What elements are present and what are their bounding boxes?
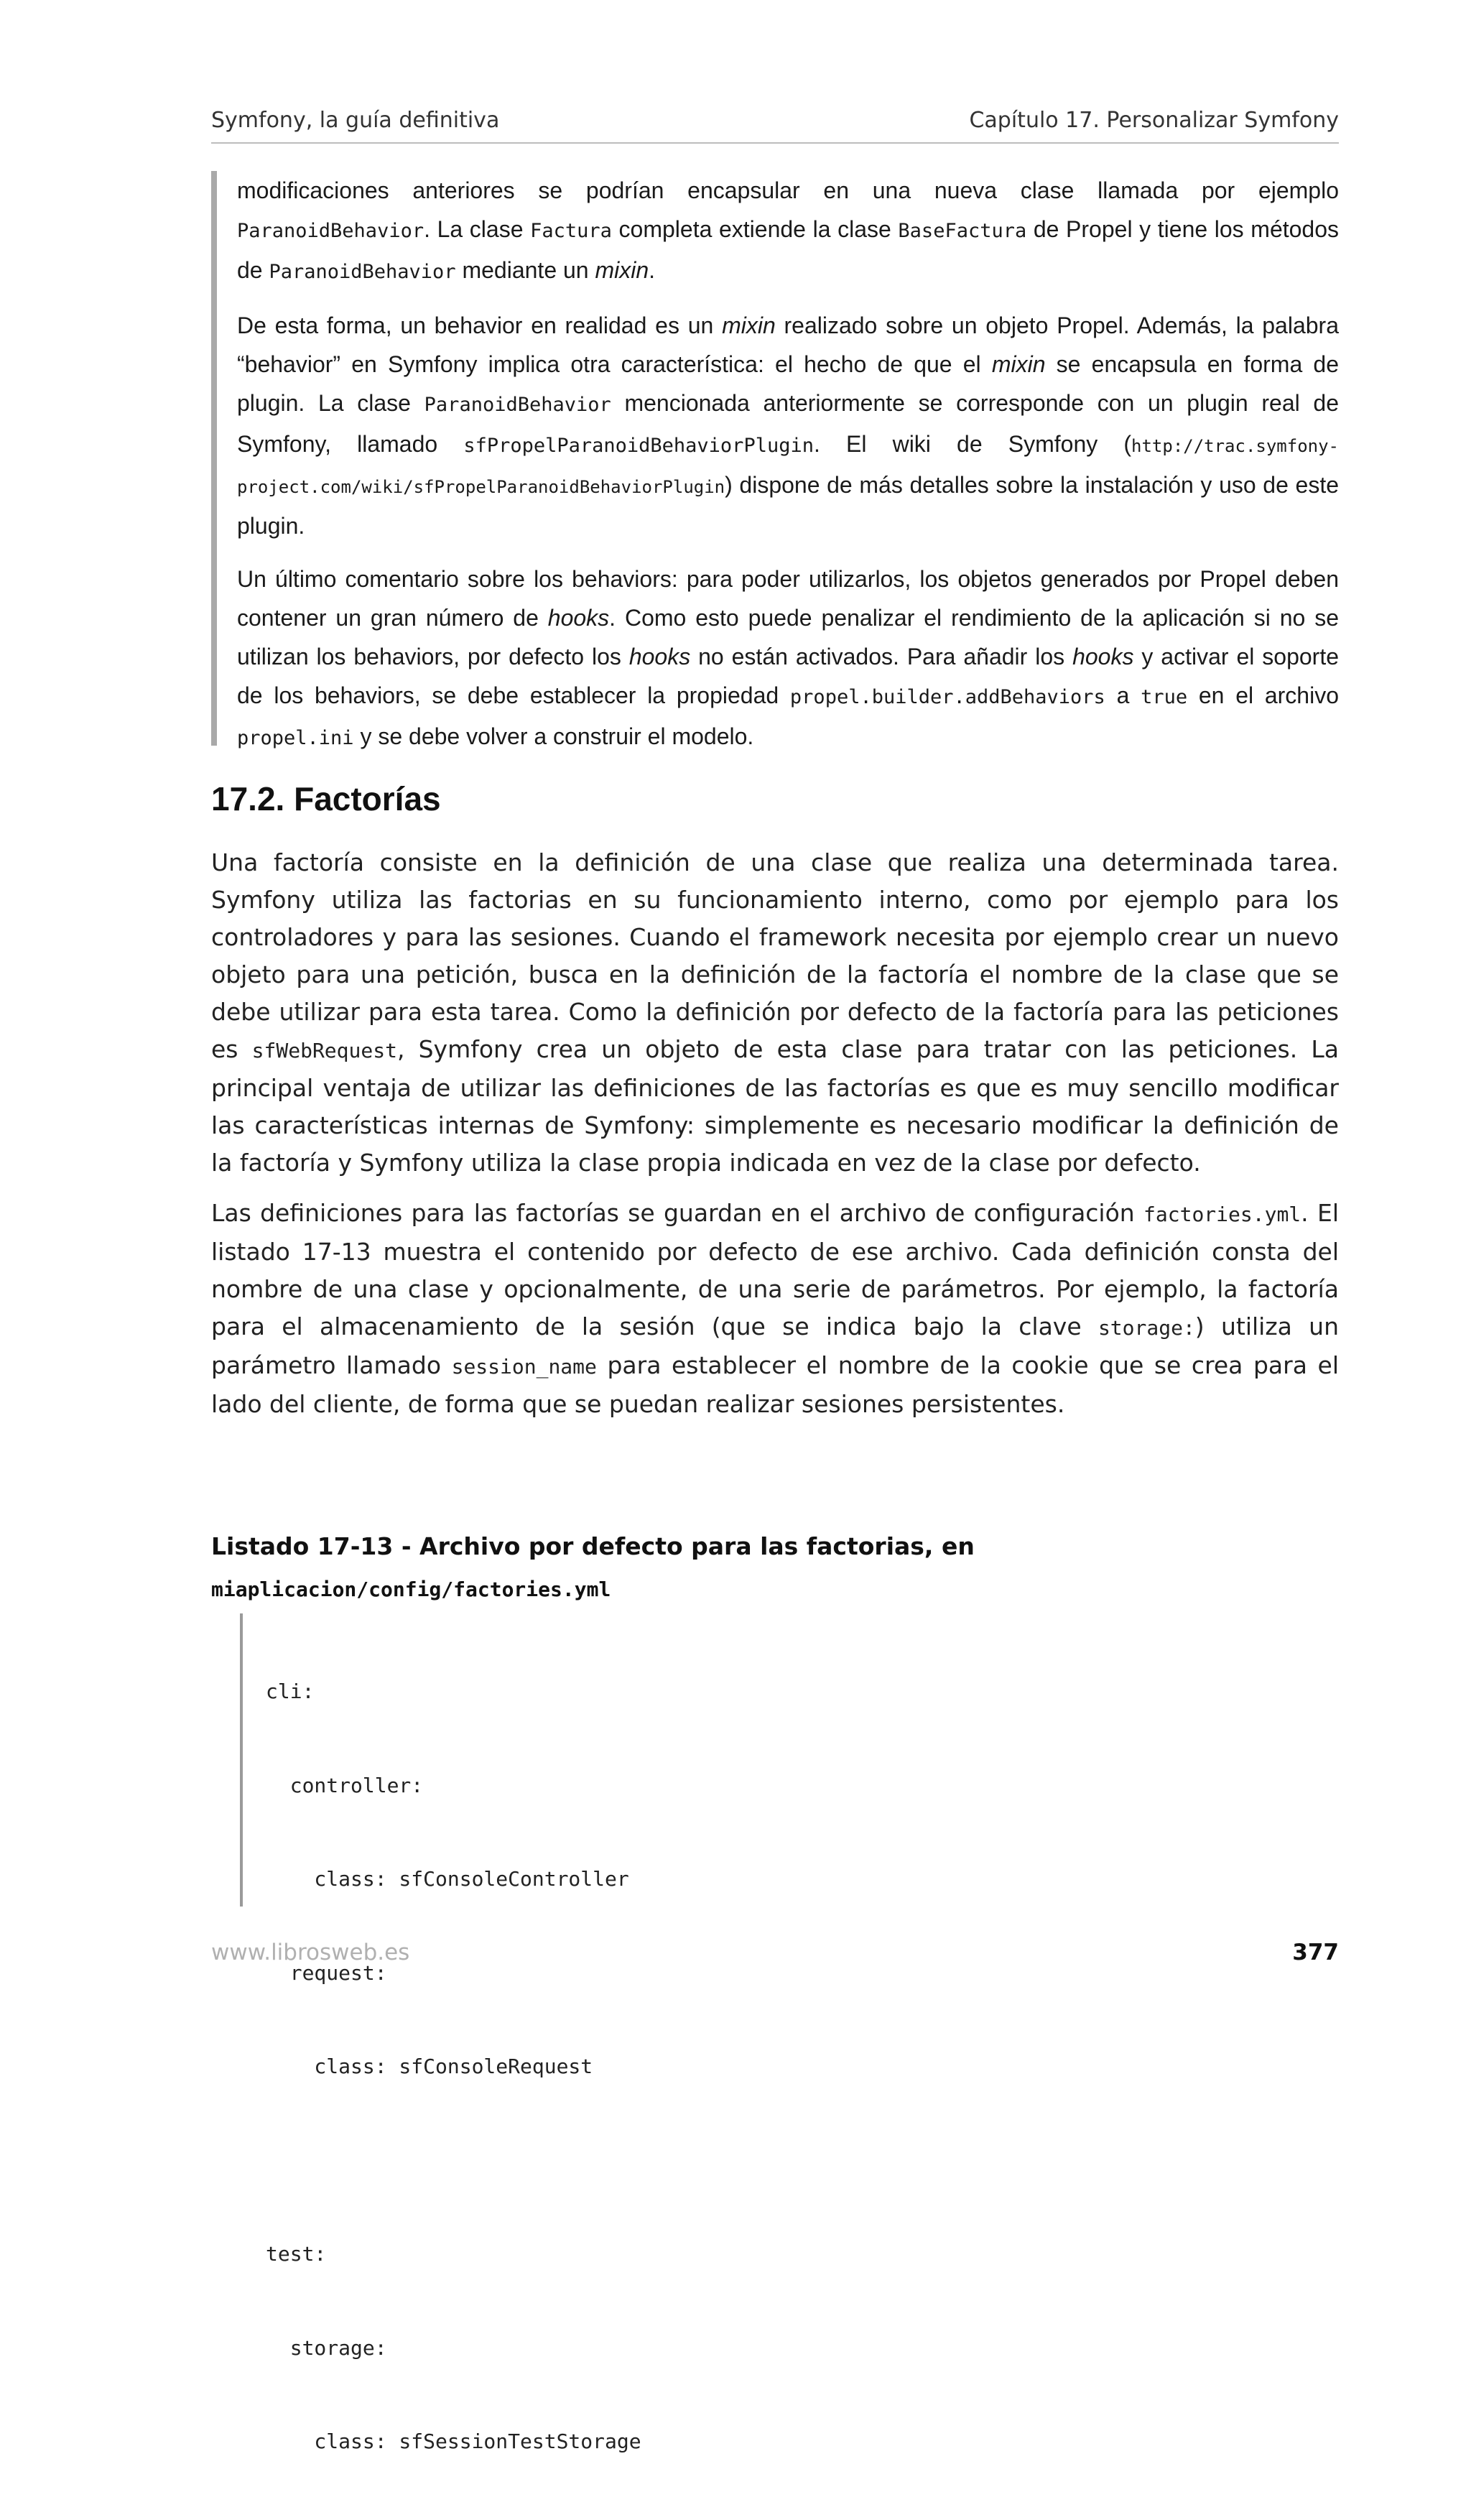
text-run: Las definiciones para las factorías se guardan en el archivo de configuración	[211, 1199, 1144, 1227]
note-left-bar	[211, 171, 217, 746]
text-run: se encapsula en forma de plugin. La clase	[237, 351, 1340, 416]
text-run: realizado sobre un objeto Propel. Además, la palabra “behavior” en Symfony implica otra característica: el hecho de que el	[237, 312, 1340, 377]
wiki-url: http://trac.symfony-project.com/wiki/sfPropelParanoidBehaviorPlugin	[237, 436, 1339, 497]
code-line: cli:	[266, 1680, 315, 1703]
code-left-bar	[240, 1613, 243, 1907]
header-divider	[211, 142, 1339, 144]
code-line	[266, 2145, 641, 2177]
text-run: Un último comentario sobre los behaviors: para poder utilizarlos, los objetos generados por Propel deben contener un gran número de	[237, 566, 1339, 631]
text-run: y se debe volver a construir el modelo.	[353, 723, 754, 749]
text-run: mencionada anteriormente se corresponde con un plugin real de Symfony, llamado	[237, 390, 1340, 457]
emphasis: mixin	[595, 257, 649, 283]
section-body	[211, 844, 1339, 1436]
text-run: . La clase	[424, 216, 531, 242]
text-run: y activar el soporte de los behaviors, se debe establecer la propiedad	[237, 644, 1340, 708]
code-line: controller:	[266, 1773, 424, 1797]
code-line: storage:	[266, 2335, 387, 2360]
text-run: , Symfony crea un objeto de esta clase para tratar con las peticiones. La principal ventaja de utilizar las definiciones de las factorías es que es muy sencillo modificar las características internas de Symfony: simplemente es necesario modificar la definición de la factoría y Symfony utiliza la clase propia indicada en vez de la clase por defecto.	[211, 1035, 1339, 1177]
text-run: ) dispone de más detalles sobre la instalación y uso de este plugin.	[237, 472, 1339, 539]
book-title: Symfony, la guía definitiva	[211, 108, 500, 133]
caption-text: Listado 17-13 - Archivo por defecto para las factorias, en	[211, 1532, 975, 1560]
note-box	[211, 171, 1339, 753]
listing-caption	[211, 1526, 1339, 1611]
emphasis: hooks	[1072, 644, 1134, 670]
text-run: . El wiki de Symfony (	[813, 431, 1132, 457]
code-line: request:	[266, 1960, 387, 1985]
inline-code: storage:	[1098, 1316, 1195, 1340]
code-line: class: sfConsoleController	[266, 1867, 629, 1891]
page-number: 377	[1292, 1940, 1339, 1965]
note-paragraph-3	[237, 560, 1339, 758]
text-run: completa extiende la clase	[611, 216, 899, 242]
text-run: no están activados. Para añadir los	[690, 644, 1073, 670]
inline-code: session_name	[451, 1355, 597, 1379]
code-lines	[266, 1613, 641, 2520]
code-line: class: sfSessionTestStorage	[266, 2429, 641, 2453]
body-paragraph-1	[211, 844, 1339, 1182]
emphasis: mixin	[991, 351, 1046, 377]
inline-code: propel.ini	[237, 727, 354, 749]
text-run: . El listado 17-13 muestra el contenido por defecto de ese archivo. Cada definición consta del nombre de una clase y opcionalmente, de una serie de parámetros. Por ejemplo, la factoría para el almacenamiento de la sesión (que se indica bajo la clave	[211, 1199, 1339, 1340]
page-footer	[211, 1940, 1339, 1975]
text-run: mediante un	[455, 257, 595, 283]
inline-code: sfWebRequest	[251, 1039, 397, 1062]
text-run: de Propel y tiene los métodos de	[237, 216, 1340, 283]
code-line: class: sfConsoleRequest	[266, 2055, 593, 2078]
site-link[interactable]: www.librosweb.es	[211, 1940, 410, 1965]
note-body	[237, 171, 1339, 772]
note-paragraph-1	[237, 171, 1339, 292]
text-run: ) utiliza un parámetro llamado	[211, 1312, 1339, 1379]
inline-code: BaseFactura	[898, 220, 1027, 242]
text-run: modificaciones anteriores se podrían encapsular en una nueva clase llamada por ejemplo	[237, 177, 1339, 203]
running-header	[211, 108, 1339, 144]
caption-path: miaplicacion/config/factories.yml	[211, 1578, 611, 1601]
text-run: en el archivo	[1187, 682, 1340, 708]
text-run: . Como esto puede penalizar el rendimiento de la aplicación si no se utilizan los behaviors, por defecto los	[237, 605, 1340, 670]
document-page	[211, 0, 1340, 2453]
chapter-title: Capítulo 17. Personalizar Symfony	[969, 108, 1339, 133]
inline-code: ParanoidBehavior	[237, 220, 424, 242]
emphasis: hooks	[547, 605, 610, 631]
inline-code: true	[1141, 686, 1188, 708]
text-run: De esta forma, un behavior en realidad es un	[237, 312, 723, 338]
inline-code: ParanoidBehavior	[269, 261, 456, 283]
emphasis: hooks	[628, 644, 691, 670]
section-heading: 17.2. Factorías	[211, 780, 441, 817]
text-run: para establecer el nombre de la cookie que se crea para el lado del cliente, de forma que se puedan realizar sesiones persistentes.	[211, 1351, 1339, 1418]
text-run: a	[1105, 682, 1141, 708]
text-run: .	[649, 257, 656, 283]
inline-code: propel.builder.addBehaviors	[789, 686, 1105, 708]
emphasis: mixin	[722, 312, 776, 338]
body-paragraph-2	[211, 1195, 1339, 1423]
inline-code: sfPropelParanoidBehaviorPlugin	[463, 435, 814, 457]
inline-code: factories.yml	[1143, 1203, 1301, 1226]
note-paragraph-2	[237, 306, 1339, 545]
inline-code: Factura	[530, 220, 612, 242]
inline-code: ParanoidBehavior	[424, 394, 611, 416]
code-line: test:	[266, 2242, 327, 2266]
text-run: Una factoría consiste en la definición de una clase que realiza una determinada tarea. Symfony utiliza las factorias en su funcionamiento interno, como por ejemplo para los controladores y para las sesiones. Cuando el framework necesita por ejemplo crear un nuevo objeto para una petición, busca en la definición de la factoría el nombre de la clase que se debe utilizar para esta tarea. Como la definición por defecto de la factoría para las peticiones es	[211, 848, 1339, 1063]
